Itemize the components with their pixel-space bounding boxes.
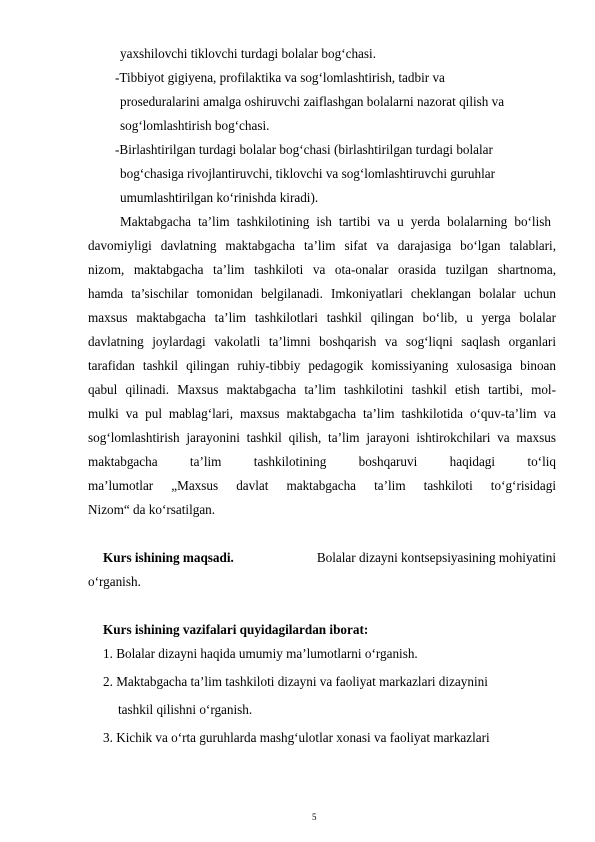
paragraph-line-11: maktabgacha ta’lim tashkilotining boshqaruvi haqidagi toʻliq <box>88 454 556 469</box>
paragraph-line-5: maxsus maktabgacha ta’lim tashkilotlari tashkil qilingan boʻlib, u yerga bolalar <box>88 310 556 325</box>
task-item-2: 2. Maktabgacha ta’lim tashkiloti dizayni va faoliyat markazlari dizaynini <box>103 674 488 689</box>
intro-line-7: umumlashtirilgan koʻrinishda kiradi). <box>120 190 319 205</box>
paragraph-line-10: sogʻlomlashtirish jarayonini tashkil qilish, ta’lim jarayoni ishtirokchilari va maxsus <box>88 430 556 445</box>
paragraph-line-12: ma’lumotlar „Maxsus davlat maktabgacha ta’lim tashkiloti toʻgʻrisidagi <box>88 478 556 493</box>
intro-line-1: yaxshilovchi tiklovchi turdagi bolalar bogʻchasi. <box>120 46 376 61</box>
page-number: 5 <box>312 812 317 822</box>
intro-line-6: bogʻchasiga rivojlantiruvchi, tiklovchi va sogʻlomlashtiruvchi guruhlar <box>120 166 496 181</box>
tasks-heading: Kurs ishining vazifalari quyidagilardan iborat: <box>103 622 369 637</box>
paragraph-line-4: hamda ta’sischilar tomonidan belgilanadi. Imkoniyatlari cheklangan bolalar uchun <box>88 286 556 301</box>
paragraph-line-13: Nizom“ da koʻrsatilgan. <box>88 502 216 517</box>
intro-line-5: -Birlashtirilgan turdagi bolalar bogʻchasi (birlashtirilgan turdagi bolalar <box>115 142 493 157</box>
intro-line-3: proseduralarini amalga oshiruvchi zaiflashgan bolalarni nazorat qilish va <box>120 94 505 109</box>
aim-text-line-1: Bolalar dizayni kontsepsiyasining mohiyatini <box>316 550 556 565</box>
task-item-1: 1. Bolalar dizayni haqida umumiy ma’lumotlarni o‘rganish. <box>103 646 418 661</box>
paragraph-line-1: Maktabgacha ta’lim tashkilotining ish tartibi va u yerda bolalarning boʻlish <box>120 214 551 229</box>
paragraph-line-2: davomiyligi davlatning maktabgacha ta’lim sifat va darajasiga boʻlgan talablari, <box>88 238 556 253</box>
intro-line-4: sogʻlomlashtirish bogʻchasi. <box>120 118 270 133</box>
paragraph-line-8: qabul qilinadi. Maxsus maktabgacha ta’lim tashkilotini tashkil etish tartibi, mol- <box>88 382 556 397</box>
task-item-3: 3. Kichik va o‘rta guruhlarda mashg‘ulotlar xonasi va faoliyat markazlari <box>103 730 490 745</box>
paragraph-line-3: nizom, maktabgacha ta’lim tashkiloti va ota-onalar orasida tuzilgan shartnoma, <box>88 262 556 277</box>
task-item-2-continuation: tashkil qilishni o‘rganish. <box>118 702 253 717</box>
paragraph-line-6: davlatning joylardagi vakolatli ta’limni boshqarish va sogʻliqni saqlash organlari <box>88 334 556 349</box>
aim-label: Kurs ishining maqsadi. <box>103 550 234 565</box>
intro-line-2: -Tibbiyot gigiyena, profilaktika va sogʻlomlashtirish, tadbir va <box>115 70 445 85</box>
paragraph-line-7: tarafidan tashkil qilingan ruhiy-tibbiy pedagogik komissiyaning xulosasiga binoan <box>88 358 556 373</box>
aim-text-line-2: o‘rganish. <box>88 574 141 589</box>
paragraph-line-9: mulki va pul mablagʻlari, maxsus maktabgacha ta’lim tashkilotida oʻquv-ta’lim va <box>88 406 556 421</box>
